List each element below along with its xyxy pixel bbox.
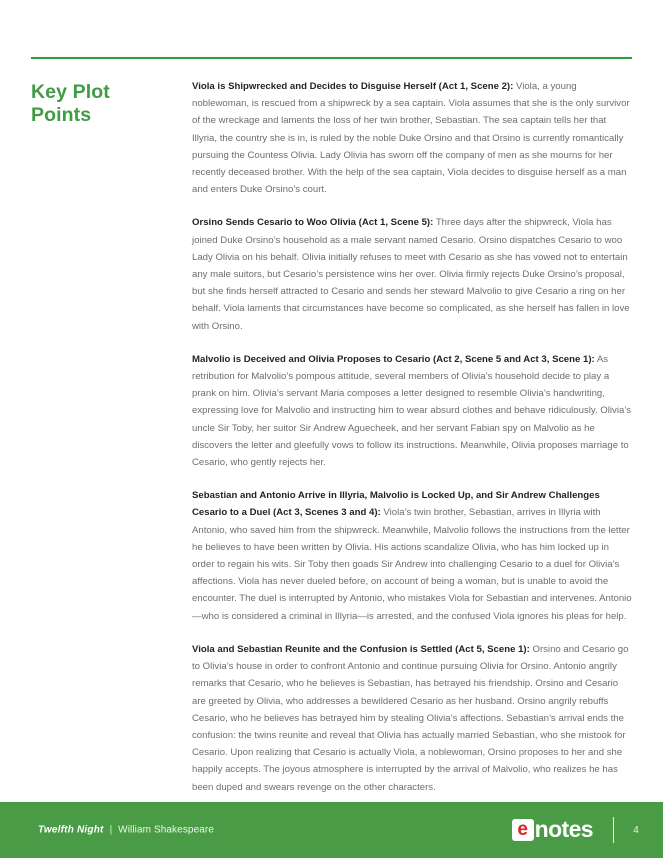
enotes-logo-wordmark: notes	[534, 815, 593, 842]
two-column-layout	[31, 78, 632, 796]
footer-work-title: Twelfth Night	[38, 824, 104, 836]
footer-divider	[613, 817, 614, 843]
plot-point-body: Orsino and Cesario go to Olivia’s house in order to confront Antonio and continue pursuing Olivia for Orsino. Antonio angrily remarks that Cesario, who he believes is Sebastian, has betrayed his friendship. Orsino and Cesario are greeted by Olivia, who addresses a bewildered Cesario as her husband. Orsino angrily rebuffs Cesario, who he believes has betrayed him by stealing Olivia’s affections. Sebastian’s arrival ends the confusion: the twins reunite and reveal that Olivia has actually married Sebastian, who she mistook for Cesario. Upon realizing that Cesario is actually Viola, a noblewoman, Orsino proposes to her and she happily accepts. The joyous atmosphere is interrupted by the arrival of Malvolio, who realizes he has been duped and swears revenge on the other characters.	[192, 643, 629, 793]
page-title: Key Plot Points	[31, 81, 110, 126]
plot-point-heading: Orsino Sends Cesario to Woo Olivia (Act 1, Scene 5):	[192, 217, 434, 229]
page-number: 4	[633, 824, 639, 836]
body-column	[192, 78, 632, 796]
plot-point-body: Viola’s twin brother, Sebastian, arrives in Illyria with Antonio, who saved him from the shipwreck. Meanwhile, Malvolio follows the instructions from the letter he believes to have been written by Olivia. His actions scandalize Olivia, who has him locked up in order to regain his wits. Sir Toby then goads Sir Andrew into challenging Cesario to a duel for Olivia’s affections. Viola has never dueled before, on account of being a woman, but is unable to avoid the encounter. The duel is interrupted by Antonio, who mistakes Viola for Sebastian and intervenes. Antonio—who is considered a criminal in Illyria—is arrested, and the confused Viola ignores his pleas for help.	[192, 507, 632, 622]
footer-inner	[0, 802, 663, 858]
plot-point-paragraph	[192, 487, 632, 625]
plot-point-body: As retribution for Malvolio’s pompous attitude, several members of Olivia’s household decide to play a prank on him. Olivia’s servant Maria composes a letter designed to resemble Olivia’s handwriting, expressing love for Malvolio and instructing him to wear absurd clothes and behave ridiculously. Olivia’s uncle Sir Toby, her suitor Sir Andrew Aguecheek, and her servant Fabian spy on Malvolio as he discovers the letter and gleefully vows to follow its instructions. Meanwhile, Olivia proposes marriage to Cesario, who gently rejects her.	[192, 353, 632, 469]
title-column	[31, 78, 192, 127]
plot-point-paragraph	[192, 78, 632, 198]
plot-point-heading: Viola and Sebastian Reunite and the Confusion is Settled (Act 5, Scene 1):	[192, 643, 530, 655]
plot-point-paragraph	[192, 641, 632, 796]
enotes-logo-letter: e	[517, 818, 528, 840]
enotes-logo	[512, 815, 593, 842]
header-rule	[31, 57, 632, 59]
plot-point-heading: Malvolio is Deceived and Olivia Proposes to Cesario (Act 2, Scene 5 and Act 3, Scene 1):	[192, 353, 595, 365]
page-content	[31, 78, 632, 796]
plot-point-body: Three days after the shipwreck, Viola has joined Duke Orsino’s household as a male servant named Cesario. Orsino dispatches Cesario to woo Lady Olivia on his behalf. Olivia initially refuses to meet with Cesario as she has vowed not to entertain any male suitors, but Cesario’s persistence wins her over. Olivia firmly rejects Duke Orsino’s proposal, but she finds herself attracted to Cesario and sends her steward Malvolio to give Cesario a ring on her behalf. Viola laments that circumstances have become so complicated, as she herself has fallen in love with Orsino.	[192, 217, 630, 332]
plot-point-paragraph	[192, 214, 632, 334]
page-footer	[0, 802, 663, 858]
footer-separator: |	[109, 824, 113, 836]
enotes-logo-icon	[512, 819, 534, 841]
footer-citation	[38, 825, 214, 836]
footer-brand-area	[512, 817, 641, 843]
plot-point-heading: Viola is Shipwrecked and Decides to Disguise Herself (Act 1, Scene 2):	[192, 81, 514, 92]
plot-point-body: Viola, a young noblewoman, is rescued from a shipwreck by a sea captain. Viola assumes that she is the only survivor of the wreckage and laments the loss of her twin brother, Sebastian. The sea captain tells her that Illyria, the country she is in, is ruled by the noble Duke Orsino and that Orsino is currently romantically pursuing the Countess Olivia. Lady Olivia has sworn off the company of men as she mourns for her recently deceased brother. With the help of the sea captain, Viola decides to disguise herself as a man and enters Duke Orsino’s court.	[192, 81, 630, 196]
plot-point-paragraph	[192, 351, 632, 471]
footer-author: William Shakespeare	[118, 824, 214, 836]
plot-point-heading: Sebastian and Antonio Arrive in Illyria, Malvolio is Locked Up, and Sir Andrew Challenges Cesario to a Duel (Act 3, Scenes 3 and 4):	[192, 490, 600, 519]
